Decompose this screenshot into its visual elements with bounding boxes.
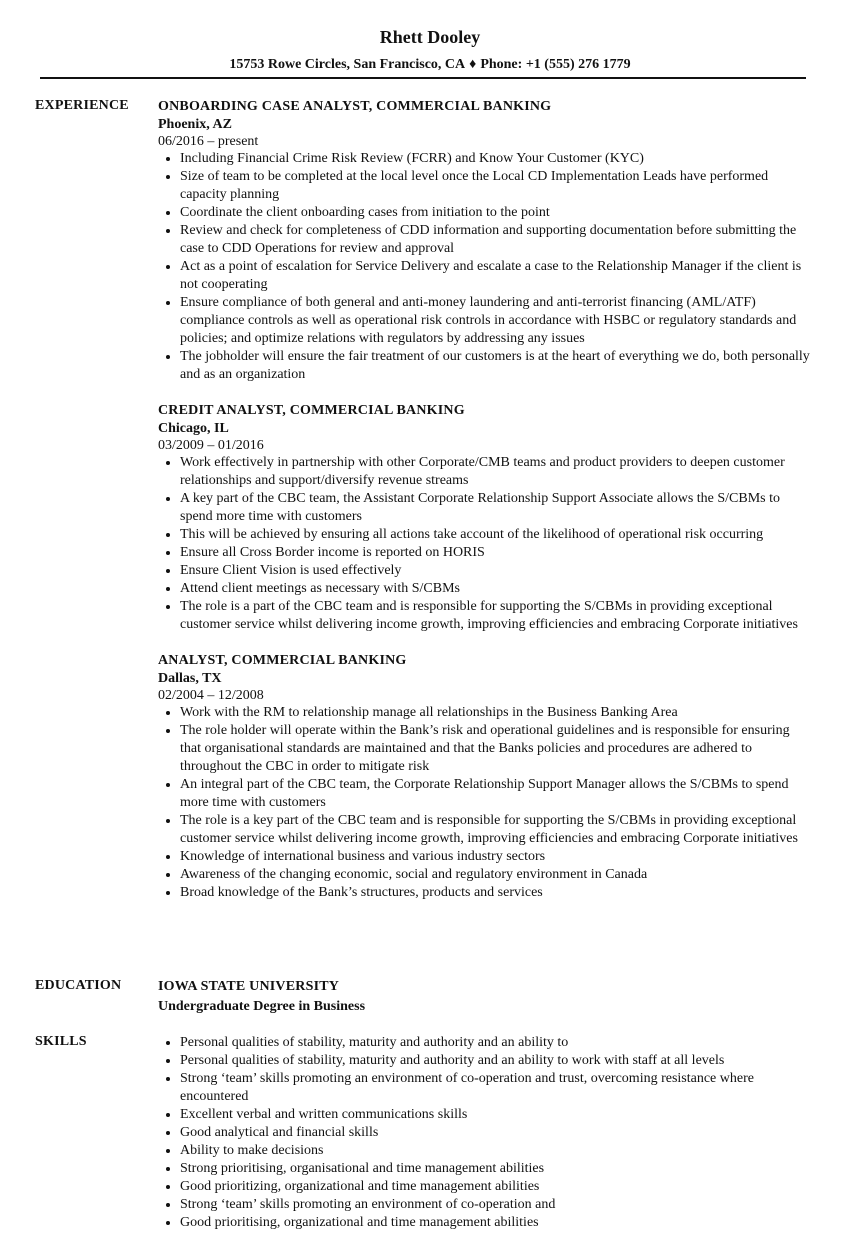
skills-heading: SKILLS xyxy=(35,1034,87,1049)
bullet-item: • Attend client meetings as necessary with S/CBMs xyxy=(180,580,813,598)
bullet-item: • Work effectively in partnership with other Corporate/CMB teams and product providers to deepen customer relationships and support/diversify revenue streams xyxy=(180,454,813,490)
job-title: ONBOARDING CASE ANALYST, COMMERCIAL BANKING xyxy=(158,99,552,114)
bullet-item: • Ensure all Cross Border income is reported on HORIS xyxy=(180,544,813,562)
bullet-item: • An integral part of the CBC team, the Corporate Relationship Support Manager allows the S/CBMs to spend more time with customers xyxy=(180,776,813,812)
job-bullets xyxy=(158,454,813,634)
bullet-item: • The jobholder will ensure the fair treatment of our customers is at the heart of everything we do, both personally and as an organization xyxy=(180,348,813,384)
job-entry xyxy=(158,652,813,902)
contact-separator: ♦ xyxy=(469,57,477,72)
bullet-item: • Knowledge of international business and various industry sectors xyxy=(180,848,813,866)
experience-list xyxy=(158,98,813,920)
bullet-item: • Broad knowledge of the Bank’s structures, products and services xyxy=(180,884,813,902)
education-entry xyxy=(158,978,813,1018)
job-bullets xyxy=(158,704,813,902)
skill-item: • Strong ‘team’ skills promoting an environment of co-operation and xyxy=(180,1196,813,1214)
job-dates: 02/2004 – 12/2008 xyxy=(158,688,264,703)
bullet-item: • Act as a point of escalation for Service Delivery and escalate a case to the Relationship Manager if the client is not cooperating xyxy=(180,258,813,294)
bullet-item: • Size of team to be completed at the local level once the Local CD Implementation Leads have performed capacity planning xyxy=(180,168,813,204)
contact-phone: Phone: +1 (555) 276 1779 xyxy=(480,57,631,72)
bullet-item: • The role is a part of the CBC team and is responsible for supporting the S/CBMs in providing exceptional customer service whilst delivering income growth, improving efficiencies and embracing Corporate initiatives xyxy=(180,598,813,634)
bullet-item: • This will be achieved by ensuring all actions take account of the likelihood of operational risk occurring xyxy=(180,526,813,544)
skill-item: • Strong ‘team’ skills promoting an environment of co-operation and trust, overcoming resistance where encountered xyxy=(180,1070,813,1106)
header-divider xyxy=(40,77,806,79)
skill-item: • Good prioritizing, organizational and time management abilities xyxy=(180,1178,813,1196)
job-bullets xyxy=(158,150,813,384)
bullet-item: • Ensure compliance of both general and anti-money laundering and anti-terrorist financing (AML/ATF) compliance controls as well as operational risk controls in accordance with HSBC or regulatory standards and policies; and optimize relations with regulators by addressing any issues xyxy=(180,294,813,348)
education-degree: Undergraduate Degree in Business xyxy=(158,999,366,1014)
job-dates: 06/2016 – present xyxy=(158,134,259,149)
bullet-item: • Coordinate the client onboarding cases from initiation to the point xyxy=(180,204,813,222)
skill-item: • Personal qualities of stability, maturity and authority and an ability to xyxy=(180,1034,813,1052)
bullet-item: • Awareness of the changing economic, social and regulatory environment in Canada xyxy=(180,866,813,884)
skills-list xyxy=(158,1034,813,1232)
skill-item: • Good analytical and financial skills xyxy=(180,1124,813,1142)
job-title: CREDIT ANALYST, COMMERCIAL BANKING xyxy=(158,403,465,418)
bullet-item: • The role is a key part of the CBC team and is responsible for supporting the S/CBMs in providing exceptional customer service whilst delivering income growth, improving efficiencies and embracing Corporate initiatives xyxy=(180,812,813,848)
education-heading: EDUCATION xyxy=(35,978,122,993)
bullet-item: • Including Financial Crime Risk Review (FCRR) and Know Your Customer (KYC) xyxy=(180,150,813,168)
job-entry xyxy=(158,402,813,634)
experience-heading: EXPERIENCE xyxy=(35,98,129,113)
resume-header xyxy=(0,0,860,74)
bullet-item: • Ensure Client Vision is used effectively xyxy=(180,562,813,580)
contact-line xyxy=(0,56,860,74)
bullet-item: • The role holder will operate within the Bank’s risk and operational guidelines and is responsible for ensuring that organisational standards are maintained and that the Banks policies and procedures are adhered to throughout the CBC in order to mitigate risk xyxy=(180,722,813,776)
skill-item: • Good prioritising, organizational and time management abilities xyxy=(180,1214,813,1232)
job-entry xyxy=(158,98,813,384)
job-title: ANALYST, COMMERCIAL BANKING xyxy=(158,653,407,668)
bullet-item: • Review and check for completeness of CDD information and supporting documentation before submitting the case to CDD Operations for review and approval xyxy=(180,222,813,258)
job-location: Chicago, IL xyxy=(158,421,229,436)
skill-item: • Ability to make decisions xyxy=(180,1142,813,1160)
contact-address: 15753 Rowe Circles, San Francisco, CA xyxy=(229,57,466,72)
job-location: Phoenix, AZ xyxy=(158,117,232,132)
bullet-item: • A key part of the CBC team, the Assistant Corporate Relationship Support Associate allows the S/CBMs to spend more time with customers xyxy=(180,490,813,526)
skill-item: • Personal qualities of stability, maturity and authority and an ability to work with staff at all levels xyxy=(180,1052,813,1070)
job-dates: 03/2009 – 01/2016 xyxy=(158,438,264,453)
bullet-item: • Work with the RM to relationship manage all relationships in the Business Banking Area xyxy=(180,704,813,722)
skills-bullets xyxy=(158,1034,813,1232)
candidate-name: Rhett Dooley xyxy=(379,27,481,47)
skill-item: • Excellent verbal and written communications skills xyxy=(180,1106,813,1124)
job-location: Dallas, TX xyxy=(158,671,222,686)
skill-item: • Strong prioritising, organisational and time management abilities xyxy=(180,1160,813,1178)
education-school: IOWA STATE UNIVERSITY xyxy=(158,979,340,994)
